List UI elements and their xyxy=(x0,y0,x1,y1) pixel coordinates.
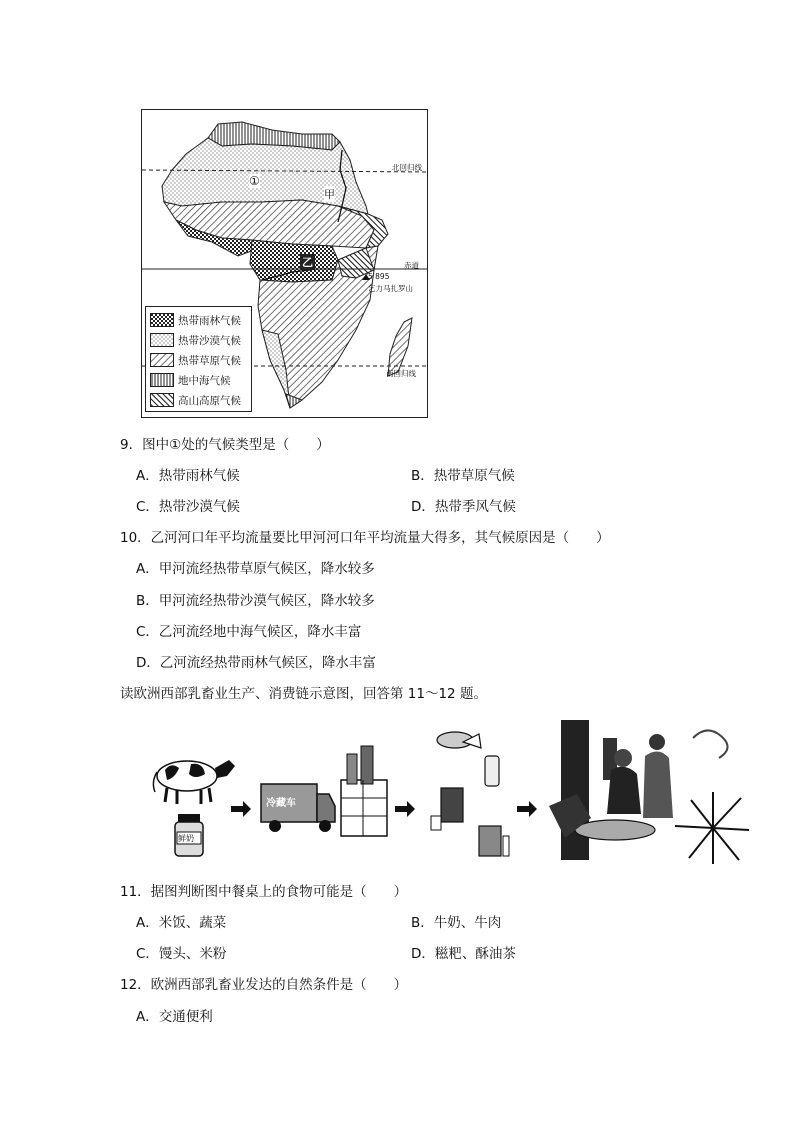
cow-icon xyxy=(153,760,235,804)
question-9-option-d: D．热带季风气候 xyxy=(411,499,516,515)
legend-swatch-mediterranean xyxy=(150,373,174,387)
peak-elevation-label: 5 895 xyxy=(368,272,390,281)
dairy-factory-icon xyxy=(341,746,387,836)
question-9-option-c: C．热带沙漠气候 xyxy=(136,499,240,515)
legend-swatch-highland xyxy=(150,393,174,407)
arrow-icon xyxy=(395,801,415,817)
question-11-option-d: D．糍粑、酥油茶 xyxy=(411,946,516,962)
dairy-chain-illustration xyxy=(145,718,751,868)
legend-item-rainforest xyxy=(150,310,247,330)
legend-swatch-rainforest xyxy=(150,313,174,327)
legend-swatch-savanna xyxy=(150,353,174,367)
question-10-stem: 10．乙河河口年平均流量要比甲河河口年平均流量大得多，其气候原因是（ ） xyxy=(120,530,610,546)
question-11-option-c: C．馒头、米粉 xyxy=(136,946,227,962)
marker-jia: 甲 xyxy=(324,188,335,201)
region-rainforest-congo xyxy=(250,240,338,282)
legend-label: 热带沙漠气候 xyxy=(178,334,241,347)
question-9-option-a: A．热带雨林气候 xyxy=(136,468,240,484)
arrow-icon xyxy=(517,801,537,817)
question-10-option-b: B．甲河流经热带沙漠气候区，降水较多 xyxy=(136,593,375,609)
truck-label: 冷藏车 xyxy=(266,798,296,809)
question-11-stem: 11．据图判断图中餐桌上的食物可能是（ ） xyxy=(120,884,408,900)
legend-swatch-desert xyxy=(150,333,174,347)
legend-label: 高山高原气候 xyxy=(178,394,241,407)
reading-prompt: 读欧洲西部乳畜业生产、消费链示意图，回答第 11～12 题。 xyxy=(120,686,487,702)
legend-item-mediterranean xyxy=(150,370,247,390)
question-11-option-a: A．米饭、蔬菜 xyxy=(136,915,227,931)
legend-label: 地中海气候 xyxy=(178,374,231,387)
africa-climate-map xyxy=(141,109,428,418)
peak-name-label: 乞力马扎罗山 xyxy=(368,284,413,293)
legend-item-desert xyxy=(150,330,247,350)
question-12-stem: 12．欧洲西部乳畜业发达的自然条件是（ ） xyxy=(120,977,408,993)
tropic-cancer-label: 北回归线 xyxy=(392,163,422,172)
question-11-option-b: B．牛奶、牛肉 xyxy=(411,915,502,931)
question-12-option-a: A．交通便利 xyxy=(136,1009,213,1025)
legend-item-savanna xyxy=(150,350,247,370)
map-legend xyxy=(145,306,252,412)
dairy-products-icon xyxy=(431,732,509,856)
dairy-chain-svg xyxy=(145,718,751,868)
legend-label: 热带草原气候 xyxy=(178,354,241,367)
marker-1: ① xyxy=(249,174,260,188)
bottle-label: 鲜奶 xyxy=(178,834,194,843)
marker-yi: 乙 xyxy=(302,256,313,269)
question-10-option-d: D．乙河流经热带雨林气候区，降水丰富 xyxy=(136,655,376,671)
legend-item-highland xyxy=(150,390,247,410)
dining-scene-icon xyxy=(549,720,749,866)
question-9-stem: 9．图中①处的气候类型是（ ） xyxy=(120,437,330,453)
arrow-icon xyxy=(231,801,251,817)
legend-label: 热带雨林气候 xyxy=(178,314,241,327)
question-10-option-c: C．乙河流经地中海气候区，降水丰富 xyxy=(136,624,362,640)
question-9-option-b: B．热带草原气候 xyxy=(411,468,515,484)
equator-label: 赤道 xyxy=(404,261,419,270)
question-10-option-a: A．甲河流经热带草原气候区，降水较多 xyxy=(136,561,375,577)
tropic-capricorn-label: 南回归线 xyxy=(386,369,416,378)
